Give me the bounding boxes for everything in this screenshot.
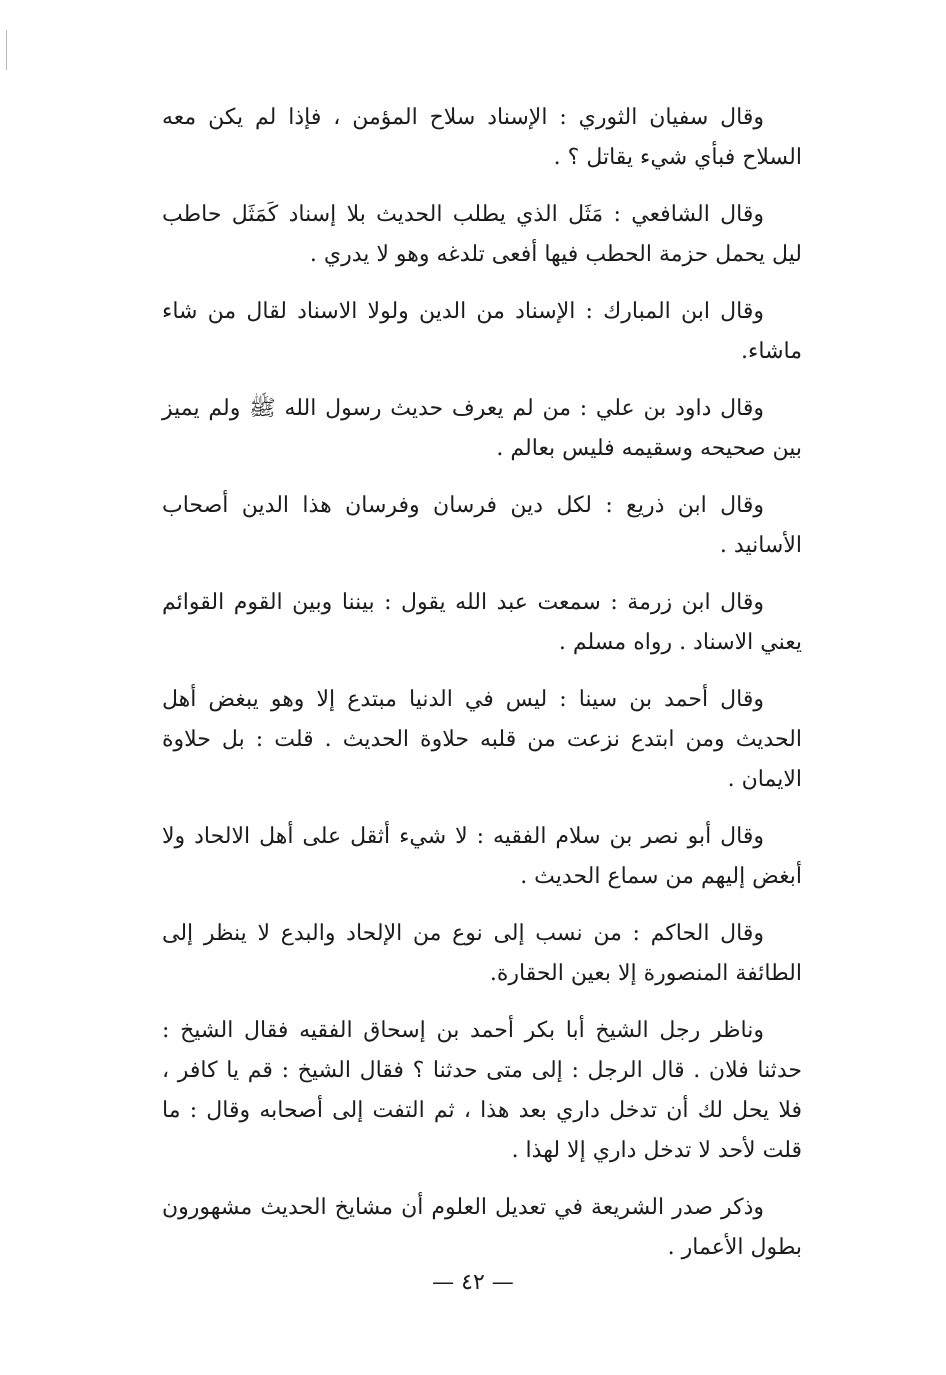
paragraph-dawud-ibn-ali: وقال داود بن علي : من لم يعرف حديث رسول الله ﷺ ولم يميز بين صحيحه وسقيمه فليس بعالم . <box>162 396 802 461</box>
paragraph-sadr-al-sharia: وذكر صدر الشريعة في تعديل العلوم أن مشايخ الحديث مشهورون بطول الأعمار . <box>162 1195 802 1260</box>
paragraph-hakim: وقال الحاكم : من نسب إلى نوع من الإلحاد والبدع لا ينظر إلى الطائفة المنصورة إلا بعين الحقارة. <box>162 921 802 986</box>
paragraph-ibn-mubarak: وقال ابن المبارك : الإسناد من الدين ولولا الاسناد لقال من شاء ماشاء. <box>162 299 802 364</box>
paragraph-debate-abu-bakr: وناظر رجل الشيخ أبا بكر أحمد بن إسحاق الفقيه فقال الشيخ : حدثنا فلان . قال الرجل : إلى متى حدثنا ؟ فقال الشيخ : قم يا كافر ، فلا يحل لك أن تدخل داري بعد هذا ، ثم التفت إلى أصحابه وقال : ما قلت لأحد لا تدخل داري إلا لهذا . <box>162 1018 802 1163</box>
paragraph-ibn-dhari: وقال ابن ذريع : لكل دين فرسان وفرسان هذا الدين أصحاب الأسانيد . <box>162 493 802 558</box>
paragraph-sufyan-thawri: وقال سفيان الثوري : الإسناد سلاح المؤمن ، فإذا لم يكن معه السلاح فبأي شيء يقاتل ؟ . <box>162 105 802 170</box>
page-body <box>162 98 802 1285</box>
page-number: — ٤٢ — <box>432 1270 514 1295</box>
paragraph-ibn-zarma: وقال ابن زرمة : سمعت عبد الله يقول : بيننا وبين القوم القوائم يعني الاسناد . رواه مسلم . <box>162 590 802 655</box>
paragraph-shafii: وقال الشافعي : مَثَل الذي يطلب الحديث بلا إسناد كَمَثَل حاطب ليل يحمل حزمة الحطب فيها أفعى تلدغه وهو لا يدري . <box>162 202 802 267</box>
paragraph-ahmad-ibn-sina: وقال أحمد بن سينا : ليس في الدنيا مبتدع إلا وهو يبغض أهل الحديث ومن ابتدع نزعت من قلبه حلاوة الحديث . قلت : بل حلاوة الايمان . <box>162 687 802 792</box>
paragraph-abu-nasr: وقال أبو نصر بن سلام الفقيه : لا شيء أثقل على أهل الالحاد ولا أبغض إليهم من سماع الحديث . <box>162 824 802 889</box>
scan-edge-mark <box>6 30 7 70</box>
